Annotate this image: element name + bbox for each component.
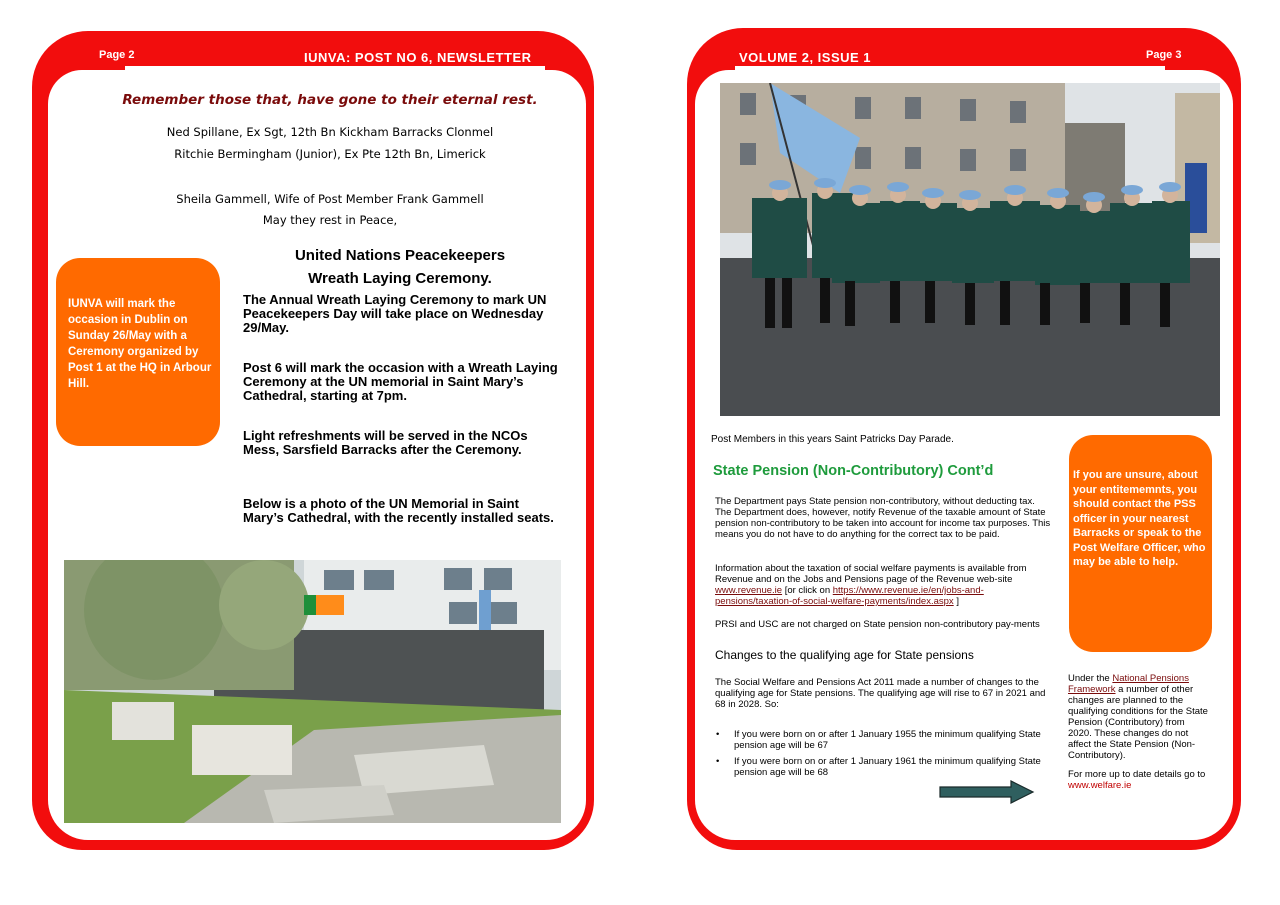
bullet-dot: • [716,729,720,740]
left-callout-box [56,258,220,446]
bullet-1 [716,729,1046,751]
revenue-link[interactable]: www.revenue.ie [715,585,783,596]
more-details-note [1068,769,1228,791]
left-header-tab [125,66,545,73]
right-callout-text: If you are unsure, about your entitememnts, you should contact the PSS officer in your nearest Barracks or speak to the Post Welfare Officer, who may be able to help. [1073,469,1206,568]
pension-paragraph-2-text-a: Information about the taxation of social welfare payments is available from Revenue and on the Jobs and Pensions page of the Revenue web-site [715,563,1027,585]
pension-paragraph-2-text-b: [or click on [782,585,833,596]
ceremony-paragraph-3: Light refreshments will be served in the NCOs Mess, Sarsfield Barracks after the Ceremony. [243,428,528,457]
bullet-2 [716,756,1046,778]
ceremony-paragraph-2: Post 6 will mark the occasion with a Wreath Laying Ceremony at the UN memorial in Saint Mary’s Cathedral, starting at 7pm. [243,360,558,403]
national-pensions-framework-link[interactable]: National Pensions Framework [1068,673,1189,695]
revenue-tax-link[interactable]: https://www.revenue.ie/en/jobs-and-pensions/taxation-of-social-welfare-payments/index.aspx [715,585,984,607]
pensions-framework-note [1068,673,1210,761]
pension-paragraph-2-text-c: ] [953,596,959,607]
photo-caption: Post Members in this years Saint Patricks Day Parade. [711,434,954,445]
left-header-title: IUNVA: POST NO 6, NEWSLETTER [304,50,532,65]
welfare-link[interactable]: www.welfare.ie [1068,780,1132,791]
remember-line-4: May they rest in Peace, [262,213,398,227]
parade-photo [720,83,1220,416]
section-title: State Pension (Non-Contributory) Cont’d [713,463,994,479]
ceremony-paragraph-1: The Annual Wreath Laying Ceremony to mark UN Peacekeepers Day will take place on Wednesday 29/May. [243,292,547,335]
remember-line-3: Sheila Gammell, Wife of Post Member Frank Gammell [176,192,484,206]
remember-heading: Remember those that, have gone to their eternal rest. [122,92,538,108]
framework-text-b: a number of other changes are planned to the qualifying conditions for the State Pension (Contributory) from 2020. These changes do not affect the State Pension (Non-Contributory). [1068,684,1208,761]
pension-paragraph-2 [715,563,1055,607]
ceremony-title-2: Wreath Laying Ceremony. [308,270,492,287]
right-header-tab [735,66,1165,73]
pension-paragraph-4: The Social Welfare and Pensions Act 2011 made a number of changes to the qualifying age for State pensions. The qualifying age will rise to 67 in 2021 and 68 in 2028. So: [715,677,1046,710]
remember-line-1: Ned Spillane, Ex Sgt, 12th Bn Kickham Barracks Clonmel [166,125,494,139]
remember-line-2: Ritchie Bermingham (Junior), Ex Pte 12th Bn, Limerick [174,147,486,161]
left-callout-text: IUNVA will mark the occasion in Dublin on Sunday 26/May with a Ceremony organized by Post 1 at the HQ in Arbour Hill. [68,298,212,390]
right-callout-box [1069,435,1212,652]
qualifying-age-subheading: Changes to the qualifying age for State pensions [715,648,974,662]
right-arrow-icon [939,780,1035,804]
ceremony-title-1: United Nations Peacekeepers [294,247,506,264]
right-header-title: VOLUME 2, ISSUE 1 [739,50,872,65]
framework-text-a: Under the [1068,673,1113,684]
right-page-number: Page 3 [1146,49,1182,61]
bullet-2-text: If you were born on or after 1 January 1961 the minimum qualifying State pension age will be 68 [734,756,1041,778]
memorial-photo [64,560,561,823]
ceremony-paragraph-4: Below is a photo of the UN Memorial in Saint Mary’s Cathedral, with the recently installed seats. [243,496,554,525]
left-page-number: Page 2 [99,49,135,61]
pension-paragraph-3: PRSI and USC are not charged on State pension non-contributory pay-ments [715,619,1040,630]
pension-paragraph-1: The Department pays State pension non-contributory, without deducting tax. The Department does, however, notify Revenue of the taxable amount of State pension non-contributory to be taken into account for income tax purposes. This means you do not have to do anything for the correct tax to be paid. [715,496,1051,540]
more-details-text: For more up to date details go to [1068,769,1206,780]
bullet-dot: • [716,756,720,767]
bullet-1-text: If you were born on or after 1 January 1955 the minimum qualifying State pension age will be 67 [734,729,1041,751]
